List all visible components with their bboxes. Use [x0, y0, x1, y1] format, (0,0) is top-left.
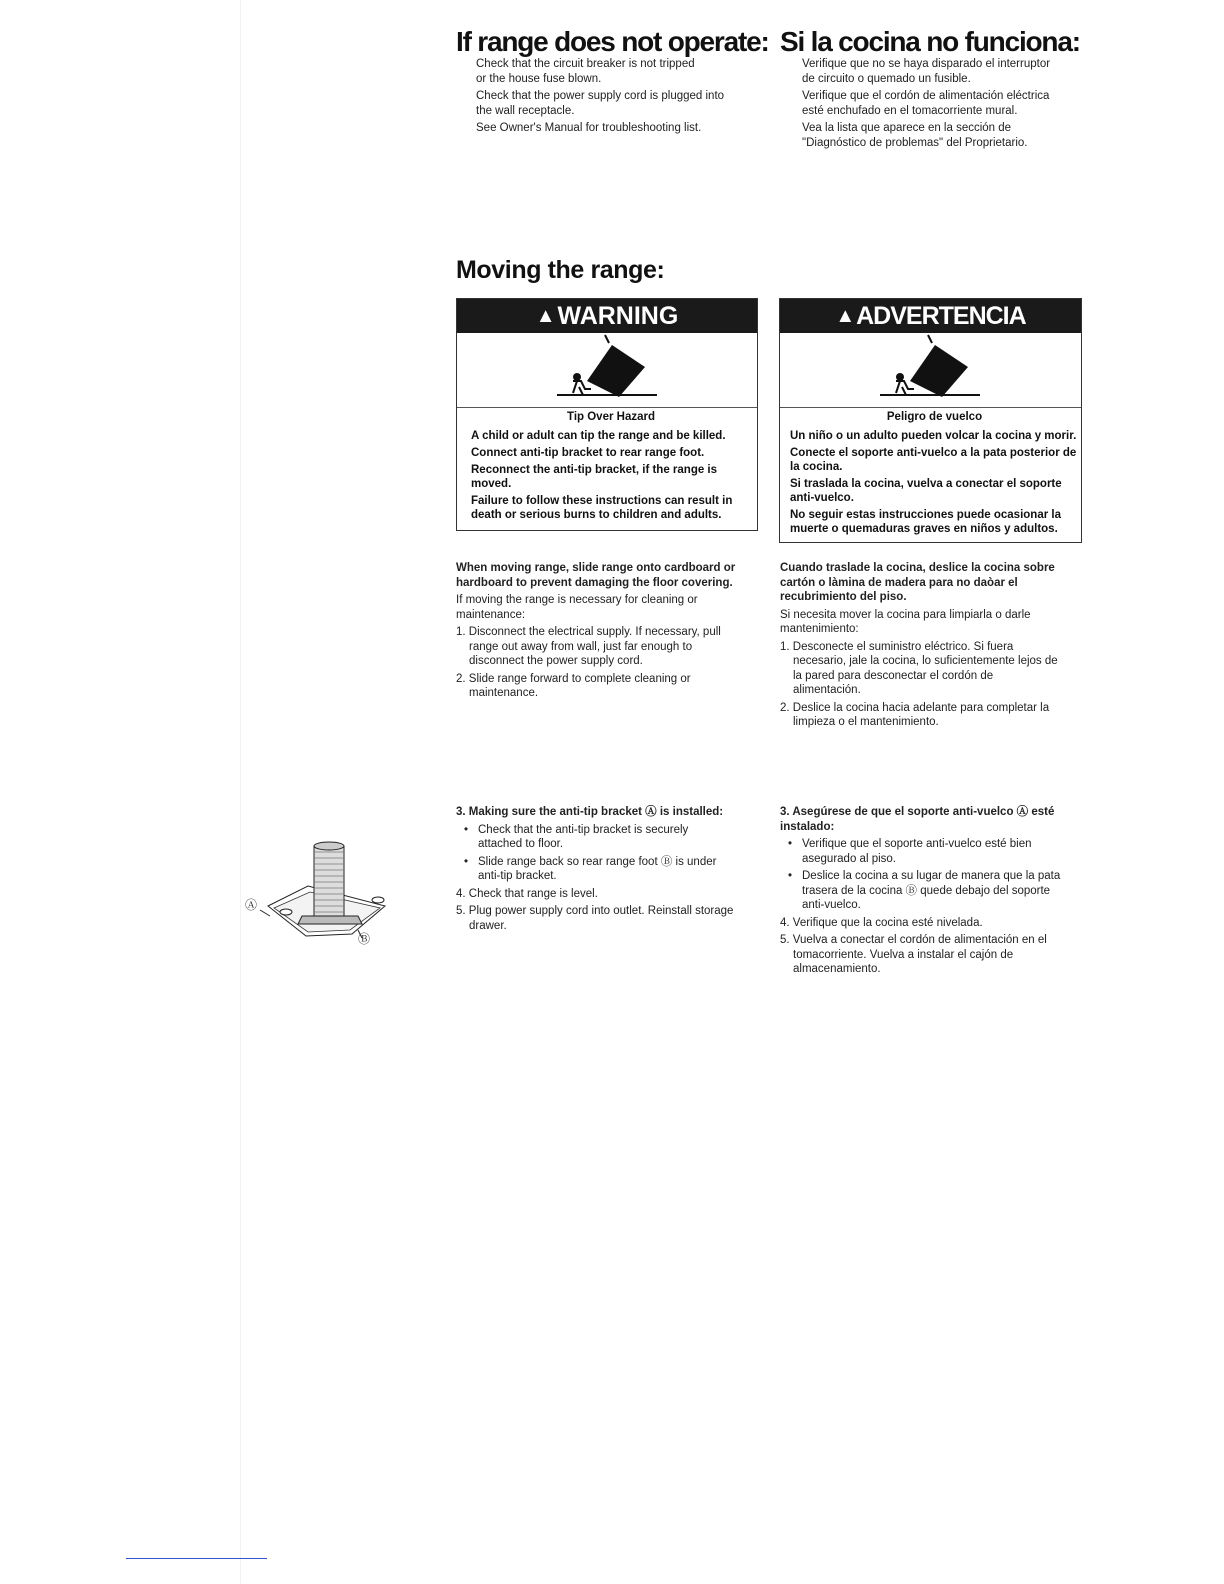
bullet-item — [780, 837, 1090, 852]
text-line: esté enchufado en el tomacorriente mural. — [802, 104, 1018, 117]
text-line: Check that the power supply cord is plugged into — [476, 90, 725, 102]
text-line: alimentación. — [793, 684, 861, 696]
text-line: recubrimiento del piso. — [780, 591, 907, 603]
label-b: Ⓑ — [358, 932, 371, 946]
moving-instructions-en — [456, 561, 756, 701]
bullet-icon: • — [464, 855, 469, 868]
tip-over-illustration — [457, 333, 757, 408]
text-line: Check that the circuit breaker is not tripped — [476, 58, 695, 70]
warning-line: Un niño o un adulto pueden volcar la cocina y morir. — [790, 430, 1077, 442]
moving-instructions-es — [780, 561, 1080, 730]
bullet-icon: • — [464, 823, 469, 836]
warning-header-text: ADVERTENCIA — [856, 302, 1026, 330]
text-line: drawer. — [469, 919, 507, 932]
text-line: tomacorriente. Vuelva a instalar el cajón de — [793, 948, 1014, 961]
warning-triangle-icon: ▲ — [835, 305, 855, 327]
warning-line: Failure to follow these instructions can result in — [471, 495, 733, 507]
warning-line: death or serious burns to children and adults. — [471, 509, 722, 521]
bracket-instructions-en — [456, 805, 766, 933]
warning-header — [780, 299, 1081, 333]
step-1: 1. Disconnect the electrical supply. If necessary, pull — [456, 626, 721, 638]
warning-line: Connect anti-tip bracket to rear range foot. — [471, 447, 705, 459]
text-line: maintenance: — [456, 608, 526, 621]
hazard-title: Tip Over Hazard — [567, 411, 655, 423]
text-line: attached to floor. — [478, 838, 564, 850]
text-line: Check that the anti-tip bracket is securely — [478, 823, 689, 836]
text-line: If moving the range is necessary for cleaning or — [456, 594, 698, 606]
text-line: hardboard to prevent damaging the floor covering. — [456, 576, 733, 589]
step-2: 2. Deslice la cocina hacia adelante para completar la — [780, 701, 1050, 714]
warning-header — [457, 299, 757, 333]
warning-line: anti-vuelco. — [790, 492, 854, 504]
text-line: Si necesita mover la cocina para limpiarla o darle — [780, 608, 1031, 621]
warning-line: A child or adult can tip the range and be killed. — [471, 430, 726, 442]
bullet-item — [780, 869, 1090, 884]
not-operate-en-text — [476, 57, 766, 136]
warning-box-es — [779, 298, 1082, 543]
warning-box-en — [456, 298, 758, 531]
label-a: Ⓐ — [245, 898, 258, 912]
text-line: the wall receptacle. — [476, 104, 575, 117]
text-line: disconnect the power supply cord. — [469, 655, 643, 667]
heading-moving-range: Moving the range: — [456, 256, 665, 284]
no-funciona-es-text — [802, 57, 1092, 150]
warning-line: muerte o quemaduras graves en niños y adultos. — [790, 523, 1058, 535]
bullet-item — [456, 855, 766, 870]
text-line: trasera de la cocina Ⓑ quede debajo del soporte — [802, 884, 1051, 897]
step-3: 3. Asegúrese de que el soporte anti-vuelco Ⓐ esté — [780, 806, 1055, 818]
hazard-title: Peligro de vuelco — [886, 411, 983, 423]
text-line: anti-tip bracket. — [478, 870, 557, 882]
step-3: 3. Making sure the anti-tip bracket Ⓐ is installed: — [456, 806, 724, 818]
text-line: Deslice la cocina a su lugar de manera que la pata — [802, 870, 1061, 882]
text-line: la pared para desconectar el cordón de — [793, 669, 994, 682]
text-line: Cuando traslade la cocina, deslice la cocina sobre — [780, 562, 1055, 574]
warning-line: la cocina. — [790, 461, 843, 473]
step-5: 5. Plug power supply cord into outlet. Reinstall storage — [456, 905, 734, 917]
text-line: cartón o làmina de madera para no daòar el — [780, 576, 1018, 589]
anti-tip-bracket-icon — [240, 838, 410, 958]
text-line: instalado: — [780, 820, 835, 833]
text-line: range out away from wall, just far enough to — [469, 640, 693, 653]
tip-over-illustration — [780, 333, 1081, 408]
text-line: anti-vuelco. — [802, 899, 861, 911]
step-1: 1. Desconecte el suministro eléctrico. Si fuera — [780, 640, 1014, 653]
text-line: asegurado al piso. — [802, 852, 896, 865]
text-line: necesario, jale la cocina, lo suficientemente lejos de — [793, 655, 1058, 667]
bullet-icon: • — [788, 870, 793, 882]
heading-not-operate: If range does not operate: — [456, 26, 769, 57]
text-line: de circuito o quemado un fusible. — [802, 72, 971, 85]
text-line: When moving range, slide range onto cardboard or — [456, 562, 736, 574]
anti-tip-bracket-figure — [240, 838, 410, 958]
warning-line: Reconnect the anti-tip bracket, if the range is — [471, 464, 718, 476]
text-line: Verifique que el cordón de alimentación eléctrica — [802, 90, 1050, 102]
warning-line: No seguir estas instrucciones puede ocasionar la — [790, 509, 1061, 521]
bracket-instructions-es — [780, 805, 1090, 977]
text-line: See Owner's Manual for troubleshooting list. — [476, 122, 702, 134]
step-4: 4. Check that range is level. — [456, 887, 598, 900]
tip-over-hazard-icon — [780, 333, 1080, 407]
text-line: Verifique que no se haya disparado el interruptor — [802, 58, 1051, 70]
heading-no-funciona: Si la cocina no funciona: — [780, 26, 1080, 57]
bullet-item — [456, 823, 766, 838]
warning-triangle-icon: ▲ — [535, 305, 556, 327]
step-4: 4. Verifique que la cocina esté nivelada. — [780, 916, 983, 929]
footer-rule — [126, 1558, 267, 1559]
text-line: maintenance. — [469, 687, 539, 699]
warning-header-text: WARNING — [557, 302, 679, 330]
text-line: Verifique que el soporte anti-vuelco esté bien — [802, 838, 1032, 850]
step-5: 5. Vuelva a conectar el cordón de alimentación en el — [780, 934, 1047, 946]
text-line: mantenimiento: — [780, 623, 859, 635]
text-line: limpieza o el mantenimiento. — [793, 716, 939, 728]
bullet-icon: • — [788, 838, 793, 850]
text-line: Slide range back so rear range foot Ⓑ is under — [478, 855, 717, 868]
text-line: almacenamiento. — [793, 963, 881, 975]
warning-line: moved. — [471, 478, 512, 490]
text-line: "Diagnóstico de problemas" del Proprietario. — [802, 136, 1028, 149]
warning-line: Conecte el soporte anti-vuelco a la pata posterior de — [790, 447, 1077, 459]
warning-line: Si traslada la cocina, vuelva a conectar el soporte — [790, 478, 1062, 490]
step-2: 2. Slide range forward to complete cleaning or — [456, 672, 691, 685]
tip-over-hazard-icon — [457, 333, 757, 407]
text-line: or the house fuse blown. — [476, 72, 602, 85]
text-line: Vea la lista que aparece en la sección de — [802, 122, 1012, 134]
